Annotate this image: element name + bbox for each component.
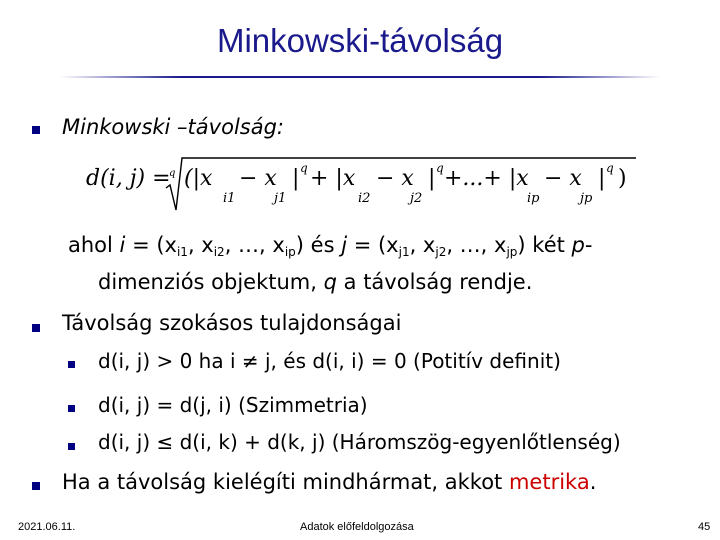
where-line-1: ahol $i = (x_{i1}$, $x_{i2}$, …, $x_{ip}$) és $j = (x_{j1}$, $x_{j2}$, …, $x_{jp}$) két p- (68, 233, 593, 259)
bullet-square (32, 482, 40, 490)
formula-term1-sub-i: i1 (223, 191, 236, 206)
formula-term3-exp: q (606, 161, 614, 175)
formula-term3-close: | (598, 166, 606, 191)
formula-term2-sub-j: j2 (410, 191, 423, 206)
footer-title: Adatok előfeldolgozása (300, 521, 414, 533)
footer-date: 2021.06.11. (18, 521, 76, 533)
bullet-square (32, 126, 40, 134)
bullet-minkowski-label: Minkowski –távolság: (62, 115, 284, 139)
formula-term1-close: | (292, 166, 300, 191)
formula-term1-exp: q (300, 161, 308, 175)
formula-lhs: d(i, j) = (86, 166, 171, 191)
formula-term1-minus: − x (239, 166, 277, 191)
minkowski-formula (86, 152, 646, 216)
formula-root-index: q (169, 168, 176, 179)
property-positive-definite: d(i, j) > 0 ha i ≠ j, és d(i, i) = 0 (Potitív definit) (98, 349, 561, 373)
title-rule (60, 76, 660, 78)
property-triangle-inequality: d(i, j) ≤ d(i, k) + d(k, j) (Háromszög-egyenlőtlenség) (98, 430, 621, 454)
bullet-metric-statement: Ha a távolság kielégíti mindhármat, akkot metrika. (62, 470, 597, 494)
formula-term3-minus: − x (544, 166, 582, 191)
sub-bullet-square (68, 361, 75, 368)
formula-term2-sub-i: i2 (358, 191, 371, 206)
formula-term2-minus: − x (376, 166, 414, 191)
formula-term2-close: | (428, 166, 436, 191)
page-number: 45 (698, 521, 711, 533)
slide-title: Minkowski-távolság (216, 22, 504, 59)
sub-bullet-square (68, 405, 75, 412)
formula-term2-exp: q (436, 161, 444, 175)
bullet-square (32, 324, 40, 332)
sub-bullet-square (68, 443, 75, 450)
formula-term2-open: + |x (310, 166, 356, 191)
property-symmetry: d(i, j) = d(j, i) (Szimmetria) (98, 393, 368, 417)
formula-term3-sub-i: ip (527, 191, 540, 206)
formula-dots: +...+ |x (444, 166, 529, 191)
formula-paren-close: ) (618, 166, 627, 191)
metric-highlight: metrika (508, 470, 590, 494)
formula-term1-open: (|x (184, 166, 213, 191)
where-line-2: dimenziós objektum, q a távolság rendje. (98, 270, 533, 294)
formula-term1-sub-j: j1 (274, 191, 287, 206)
formula-term3-sub-j: jp (580, 191, 593, 206)
bullet-properties-heading: Távolság szokásos tulajdonságai (62, 311, 402, 335)
